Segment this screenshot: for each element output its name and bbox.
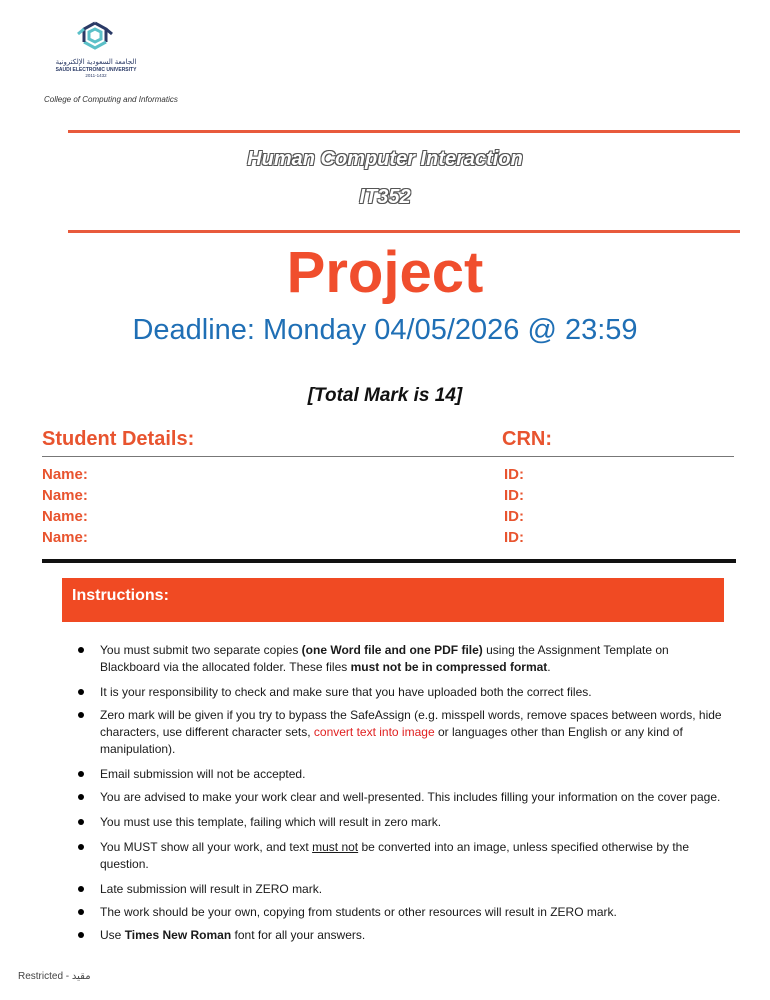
instruction-text: Zero mark will be given if you try to bypass the SafeAssign (e.g. misspell words, remove spaces between words, hide characters, use different character sets,	[100, 708, 722, 739]
student-id-field[interactable]: ID:	[504, 487, 524, 504]
instruction-item	[78, 642, 728, 676]
instruction-text: The work should be your own, copying from students or other resources will result in ZERO mark.	[100, 905, 617, 919]
instruction-text: It is your responsibility to check and make sure that you have uploaded both the correct files.	[100, 685, 592, 699]
instruction-text: You must use this template, failing which will result in zero mark.	[100, 815, 442, 829]
university-emblem-icon	[68, 20, 122, 58]
bullet-icon	[78, 844, 84, 850]
instruction-text: (one Word file and one PDF file)	[301, 643, 483, 657]
course-code: IT352	[359, 186, 411, 208]
course-divider	[68, 230, 740, 233]
college-name: College of Computing and Informatics	[44, 95, 178, 104]
deadline-text: Deadline: Monday 04/05/2026 @ 23:59	[132, 314, 638, 346]
instruction-text: be converted into an image, unless specified otherwise by the question.	[100, 840, 690, 871]
student-name-field[interactable]: Name:	[42, 508, 88, 525]
student-id-field[interactable]: ID:	[504, 529, 524, 546]
instructions-heading: Instructions:	[72, 587, 169, 604]
student-details-heading: Student Details:	[42, 428, 195, 450]
instruction-text: using the Assignment Template on Blackboard via the allocated folder. These files	[100, 643, 669, 674]
logo-arabic-text: الجامعة السعودية الإلكترونية	[55, 59, 137, 66]
student-name-field[interactable]: Name:	[42, 466, 88, 483]
instruction-item	[78, 707, 728, 758]
bullet-icon	[78, 647, 84, 653]
instruction-text: or languages other than English or any kind of manipulation).	[100, 725, 683, 756]
instruction-text: You MUST show all your work, and text	[100, 840, 313, 854]
instruction-item	[78, 927, 728, 944]
crn-heading: CRN:	[502, 428, 552, 450]
logo-years-text: 2011-1432	[85, 73, 107, 78]
instruction-text: Late submission will result in ZERO mark.	[100, 882, 323, 896]
instruction-text: font for all your answers.	[231, 928, 366, 942]
instruction-item	[78, 904, 728, 921]
section-divider	[42, 559, 736, 563]
instruction-text: .	[547, 660, 551, 674]
bullet-icon	[78, 689, 84, 695]
student-name-field[interactable]: Name:	[42, 487, 88, 504]
instruction-text: You must submit two separate copies	[100, 643, 302, 657]
instruction-item	[78, 766, 728, 783]
student-name-field[interactable]: Name:	[42, 529, 88, 546]
student-id-field[interactable]: ID:	[504, 466, 524, 483]
instruction-text: Email submission will not be accepted.	[100, 767, 306, 781]
instructions-list	[78, 642, 728, 944]
instruction-item	[78, 881, 728, 898]
student-details-divider	[42, 456, 734, 457]
instruction-item	[78, 839, 728, 873]
logo-english-text: SAUDI ELECTRONIC UNIVERSITY	[55, 67, 137, 73]
bullet-icon	[78, 794, 84, 800]
instruction-text: Times New Roman	[124, 928, 232, 942]
classification-label: Restricted - مقيد	[18, 971, 91, 982]
instruction-item	[78, 814, 728, 831]
bullet-icon	[78, 819, 84, 825]
bullet-icon	[78, 909, 84, 915]
bullet-icon	[78, 771, 84, 777]
instruction-item	[78, 684, 728, 701]
top-divider	[68, 130, 740, 133]
instruction-text: You are advised to make your work clear and well-presented. This includes filling your information on the cover page.	[100, 790, 721, 804]
bullet-icon	[78, 886, 84, 892]
instruction-text: Use	[100, 928, 125, 942]
total-mark: [Total Mark is 14]	[307, 385, 463, 406]
instruction-item	[78, 789, 728, 806]
instruction-text: must not	[312, 840, 359, 854]
university-logo	[50, 20, 142, 78]
instructions-banner	[62, 578, 724, 622]
bullet-icon	[78, 932, 84, 938]
student-id-field[interactable]: ID:	[504, 508, 524, 525]
instruction-text: convert text into image	[313, 725, 435, 739]
project-title: Project	[286, 240, 484, 305]
instruction-text: must not be in compressed format	[350, 660, 548, 674]
course-title: Human Computer Interaction	[247, 148, 523, 170]
bullet-icon	[78, 712, 84, 718]
